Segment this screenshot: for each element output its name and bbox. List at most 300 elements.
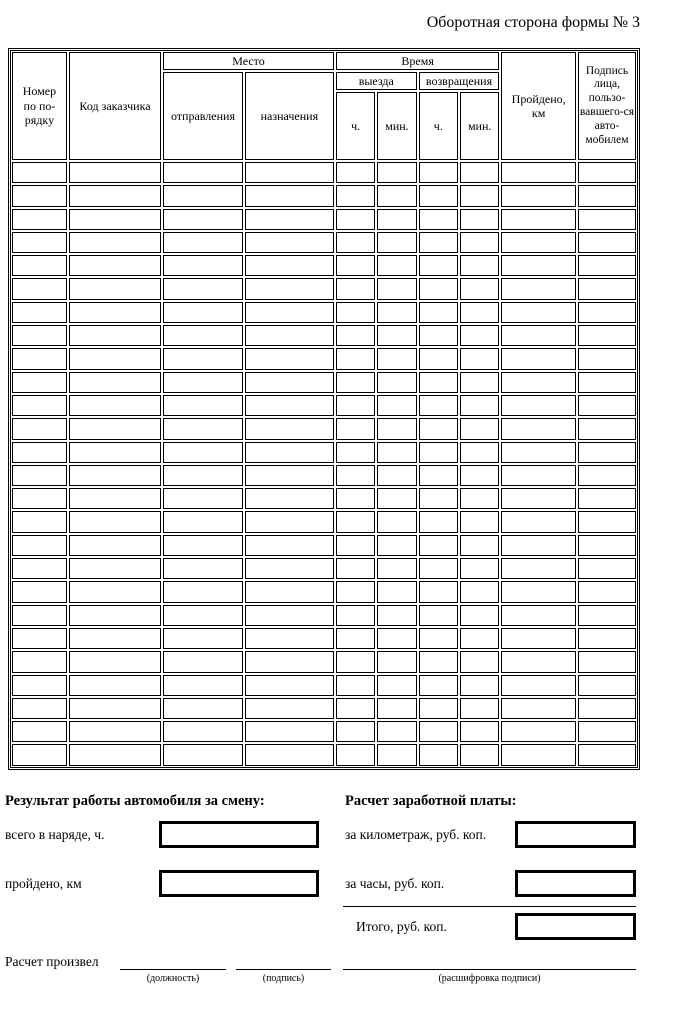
table-row: [12, 698, 636, 719]
table-cell[interactable]: [163, 418, 243, 439]
table-cell[interactable]: [245, 302, 334, 323]
table-cell[interactable]: [163, 395, 243, 416]
table-cell[interactable]: [69, 278, 161, 299]
table-cell[interactable]: [69, 418, 161, 439]
table-cell[interactable]: [377, 744, 416, 766]
table-cell[interactable]: [336, 395, 375, 416]
header-signature: Подпись лица, пользо-вавшего-ся авто-мобилем: [578, 52, 636, 160]
table-cell[interactable]: [501, 465, 576, 486]
table-cell[interactable]: [377, 651, 416, 672]
table-row: [12, 744, 636, 766]
table-cell[interactable]: [69, 465, 161, 486]
table-cell[interactable]: [419, 605, 458, 626]
table-cell[interactable]: [245, 581, 334, 602]
table-cell[interactable]: [69, 744, 161, 766]
table-cell[interactable]: [336, 465, 375, 486]
table-cell[interactable]: [245, 185, 334, 206]
table-cell[interactable]: [460, 302, 499, 323]
distance-field[interactable]: [159, 870, 319, 897]
table-cell[interactable]: [69, 535, 161, 556]
table-cell[interactable]: [163, 162, 243, 183]
table-cell[interactable]: [460, 255, 499, 276]
table-cell[interactable]: [578, 278, 636, 299]
table-cell[interactable]: [578, 698, 636, 719]
table-cell[interactable]: [501, 325, 576, 346]
table-row: [12, 372, 636, 393]
table-cell[interactable]: [163, 465, 243, 486]
table-cell[interactable]: [501, 209, 576, 230]
table-cell[interactable]: [419, 698, 458, 719]
table-cell[interactable]: [578, 581, 636, 602]
table-cell[interactable]: [578, 511, 636, 532]
table-cell[interactable]: [501, 348, 576, 369]
table-cell[interactable]: [69, 628, 161, 649]
table-cell[interactable]: [12, 418, 67, 439]
table-cell[interactable]: [578, 372, 636, 393]
table-cell[interactable]: [336, 325, 375, 346]
header-departure-place: отправления: [163, 72, 243, 160]
table-cell[interactable]: [501, 372, 576, 393]
table-cell[interactable]: [336, 698, 375, 719]
table-cell[interactable]: [501, 488, 576, 509]
table-cell[interactable]: [336, 418, 375, 439]
table-cell[interactable]: [245, 744, 334, 766]
table-cell[interactable]: [419, 209, 458, 230]
table-cell[interactable]: [377, 348, 416, 369]
table-cell[interactable]: [578, 255, 636, 276]
table-cell[interactable]: [12, 535, 67, 556]
table-cell[interactable]: [336, 162, 375, 183]
table-cell[interactable]: [12, 395, 67, 416]
table-cell[interactable]: [419, 535, 458, 556]
mileage-pay-field[interactable]: [515, 821, 636, 848]
trip-table: [10, 50, 638, 768]
table-row: [12, 255, 636, 276]
table-row: [12, 605, 636, 626]
table-cell[interactable]: [578, 488, 636, 509]
table-cell[interactable]: [377, 372, 416, 393]
table-cell[interactable]: [163, 605, 243, 626]
table-cell[interactable]: [163, 581, 243, 602]
table-cell[interactable]: [12, 651, 67, 672]
table-cell[interactable]: [460, 535, 499, 556]
table-cell[interactable]: [377, 162, 416, 183]
table-cell[interactable]: [163, 302, 243, 323]
table-cell[interactable]: [163, 488, 243, 509]
signature-line[interactable]: [236, 969, 331, 970]
table-cell[interactable]: [578, 325, 636, 346]
table-cell[interactable]: [419, 325, 458, 346]
table-cell[interactable]: [69, 325, 161, 346]
table-cell[interactable]: [419, 442, 458, 463]
position-line[interactable]: [120, 969, 226, 970]
table-cell[interactable]: [578, 651, 636, 672]
table-cell[interactable]: [501, 675, 576, 696]
table-cell[interactable]: [336, 744, 375, 766]
table-cell[interactable]: [12, 255, 67, 276]
table-cell[interactable]: [460, 232, 499, 253]
table-cell[interactable]: [377, 581, 416, 602]
table-row: [12, 721, 636, 742]
table-cell[interactable]: [377, 255, 416, 276]
table-cell[interactable]: [578, 442, 636, 463]
table-cell[interactable]: [69, 511, 161, 532]
table-cell[interactable]: [163, 325, 243, 346]
table-cell[interactable]: [163, 348, 243, 369]
table-cell[interactable]: [245, 232, 334, 253]
table-cell[interactable]: [460, 325, 499, 346]
table-cell[interactable]: [377, 488, 416, 509]
table-cell[interactable]: [69, 675, 161, 696]
hours-pay-field[interactable]: [515, 870, 636, 897]
table-cell[interactable]: [419, 488, 458, 509]
table-cell[interactable]: [460, 442, 499, 463]
position-caption: (должность): [146, 973, 200, 984]
table-cell[interactable]: [578, 395, 636, 416]
table-cell[interactable]: [336, 255, 375, 276]
table-cell[interactable]: [460, 511, 499, 532]
table-cell[interactable]: [377, 535, 416, 556]
table-row: [12, 511, 636, 532]
table-cell[interactable]: [163, 698, 243, 719]
table-cell[interactable]: [419, 581, 458, 602]
table-cell[interactable]: [377, 278, 416, 299]
table-cell[interactable]: [336, 675, 375, 696]
table-cell[interactable]: [501, 535, 576, 556]
table-cell[interactable]: [163, 185, 243, 206]
table-cell[interactable]: [12, 185, 67, 206]
table-cell[interactable]: [501, 744, 576, 766]
table-cell[interactable]: [336, 581, 375, 602]
table-cell[interactable]: [419, 372, 458, 393]
table-cell[interactable]: [578, 721, 636, 742]
table-cell[interactable]: [69, 721, 161, 742]
table-cell[interactable]: [460, 744, 499, 766]
table-cell[interactable]: [419, 628, 458, 649]
table-cell[interactable]: [163, 721, 243, 742]
table-cell[interactable]: [419, 162, 458, 183]
table-cell[interactable]: [163, 744, 243, 766]
table-cell[interactable]: [460, 675, 499, 696]
table-cell[interactable]: [419, 185, 458, 206]
table-row: [12, 418, 636, 439]
table-cell[interactable]: [336, 651, 375, 672]
table-cell[interactable]: [377, 721, 416, 742]
table-cell[interactable]: [69, 558, 161, 579]
table-cell[interactable]: [460, 162, 499, 183]
table-cell[interactable]: [12, 558, 67, 579]
table-cell[interactable]: [69, 255, 161, 276]
table-cell[interactable]: [578, 605, 636, 626]
table-cell[interactable]: [12, 325, 67, 346]
table-cell[interactable]: [245, 372, 334, 393]
table-row: [12, 395, 636, 416]
header-return: возвращения: [419, 72, 500, 90]
table-cell[interactable]: [419, 511, 458, 532]
table-cell[interactable]: [12, 744, 67, 766]
table-cell[interactable]: [578, 628, 636, 649]
table-cell[interactable]: [377, 628, 416, 649]
table-cell[interactable]: [69, 348, 161, 369]
table-cell[interactable]: [460, 348, 499, 369]
table-cell[interactable]: [336, 628, 375, 649]
table-cell[interactable]: [69, 651, 161, 672]
table-row: [12, 209, 636, 230]
table-cell[interactable]: [12, 162, 67, 183]
table-cell[interactable]: [501, 721, 576, 742]
table-cell[interactable]: [419, 255, 458, 276]
table-cell[interactable]: [377, 558, 416, 579]
table-cell[interactable]: [578, 744, 636, 766]
table-cell[interactable]: [245, 605, 334, 626]
table-cell[interactable]: [245, 535, 334, 556]
table-cell[interactable]: [377, 465, 416, 486]
table-cell[interactable]: [419, 651, 458, 672]
decoding-line[interactable]: [343, 969, 636, 970]
table-cell[interactable]: [501, 442, 576, 463]
table-cell[interactable]: [578, 302, 636, 323]
table-cell[interactable]: [419, 465, 458, 486]
table-cell[interactable]: [377, 675, 416, 696]
table-cell[interactable]: [12, 465, 67, 486]
table-cell[interactable]: [336, 302, 375, 323]
table-cell[interactable]: [245, 325, 334, 346]
header-time: Время: [336, 52, 499, 70]
table-cell[interactable]: [460, 395, 499, 416]
table-row: [12, 302, 636, 323]
table-cell[interactable]: [69, 605, 161, 626]
table-cell[interactable]: [578, 209, 636, 230]
header-return-minutes: мин.: [460, 92, 499, 160]
table-cell[interactable]: [245, 278, 334, 299]
table-cell[interactable]: [69, 209, 161, 230]
total-pay-field[interactable]: [515, 913, 636, 940]
table-row: [12, 442, 636, 463]
table-cell[interactable]: [336, 535, 375, 556]
header-exit-hours: ч.: [336, 92, 375, 160]
table-cell[interactable]: [501, 558, 576, 579]
table-cell[interactable]: [12, 488, 67, 509]
table-cell[interactable]: [336, 185, 375, 206]
table-cell[interactable]: [460, 418, 499, 439]
table-cell[interactable]: [163, 511, 243, 532]
table-cell[interactable]: [377, 605, 416, 626]
table-cell[interactable]: [578, 185, 636, 206]
table-cell[interactable]: [245, 348, 334, 369]
table-cell[interactable]: [245, 465, 334, 486]
table-cell[interactable]: [245, 162, 334, 183]
table-cell[interactable]: [336, 488, 375, 509]
table-cell[interactable]: [501, 278, 576, 299]
table-cell[interactable]: [578, 558, 636, 579]
table-cell[interactable]: [501, 698, 576, 719]
results-heading: Результат работы автомобиля за смену:: [5, 793, 265, 809]
table-cell[interactable]: [501, 418, 576, 439]
table-cell[interactable]: [419, 418, 458, 439]
table-cell[interactable]: [501, 581, 576, 602]
table-cell[interactable]: [336, 372, 375, 393]
table-cell[interactable]: [12, 698, 67, 719]
table-cell[interactable]: [377, 442, 416, 463]
table-cell[interactable]: [336, 511, 375, 532]
table-cell[interactable]: [12, 209, 67, 230]
table-cell[interactable]: [245, 675, 334, 696]
table-cell[interactable]: [501, 605, 576, 626]
table-cell[interactable]: [245, 395, 334, 416]
table-cell[interactable]: [419, 558, 458, 579]
table-cell[interactable]: [377, 698, 416, 719]
table-cell[interactable]: [578, 465, 636, 486]
hours-pay-label: за часы, руб. коп.: [345, 876, 445, 891]
table-cell[interactable]: [336, 232, 375, 253]
table-row: [12, 232, 636, 253]
table-cell[interactable]: [69, 442, 161, 463]
table-cell[interactable]: [163, 209, 243, 230]
table-cell[interactable]: [69, 302, 161, 323]
table-cell[interactable]: [501, 395, 576, 416]
table-cell[interactable]: [377, 302, 416, 323]
table-cell[interactable]: [377, 395, 416, 416]
table-row: [12, 348, 636, 369]
table-cell[interactable]: [501, 628, 576, 649]
table-cell[interactable]: [12, 581, 67, 602]
table-cell[interactable]: [460, 558, 499, 579]
table-cell[interactable]: [419, 675, 458, 696]
table-cell[interactable]: [245, 488, 334, 509]
table-cell[interactable]: [69, 698, 161, 719]
table-cell[interactable]: [163, 651, 243, 672]
table-cell[interactable]: [336, 605, 375, 626]
table-cell[interactable]: [419, 278, 458, 299]
table-cell[interactable]: [12, 442, 67, 463]
table-cell[interactable]: [245, 442, 334, 463]
header-customer-code: Код заказчика: [69, 52, 161, 160]
table-cell[interactable]: [460, 651, 499, 672]
table-cell[interactable]: [163, 255, 243, 276]
table-cell[interactable]: [419, 744, 458, 766]
table-cell[interactable]: [12, 278, 67, 299]
table-cell[interactable]: [69, 162, 161, 183]
table-cell[interactable]: [460, 209, 499, 230]
table-cell[interactable]: [460, 278, 499, 299]
table-cell[interactable]: [245, 558, 334, 579]
table-cell[interactable]: [163, 372, 243, 393]
table-cell[interactable]: [336, 442, 375, 463]
table-cell[interactable]: [501, 162, 576, 183]
table-cell[interactable]: [419, 232, 458, 253]
table-cell[interactable]: [12, 348, 67, 369]
table-cell[interactable]: [419, 302, 458, 323]
table-cell[interactable]: [460, 721, 499, 742]
table-cell[interactable]: [163, 628, 243, 649]
table-cell[interactable]: [578, 535, 636, 556]
table-cell[interactable]: [501, 255, 576, 276]
table-cell[interactable]: [460, 605, 499, 626]
table-cell[interactable]: [578, 348, 636, 369]
table-cell[interactable]: [336, 348, 375, 369]
table-cell[interactable]: [245, 721, 334, 742]
table-cell[interactable]: [460, 488, 499, 509]
table-cell[interactable]: [12, 721, 67, 742]
table-cell[interactable]: [501, 651, 576, 672]
table-cell[interactable]: [163, 535, 243, 556]
table-cell[interactable]: [336, 209, 375, 230]
table-cell[interactable]: [245, 418, 334, 439]
header-distance: Пройдено, км: [501, 52, 576, 160]
table-cell[interactable]: [578, 162, 636, 183]
table-cell[interactable]: [501, 232, 576, 253]
table-cell[interactable]: [69, 395, 161, 416]
table-cell[interactable]: [12, 511, 67, 532]
table-row: [12, 185, 636, 206]
table-cell[interactable]: [419, 348, 458, 369]
table-cell[interactable]: [419, 721, 458, 742]
table-cell[interactable]: [12, 628, 67, 649]
table-cell[interactable]: [377, 185, 416, 206]
table-cell[interactable]: [460, 372, 499, 393]
table-cell[interactable]: [69, 581, 161, 602]
table-cell[interactable]: [460, 581, 499, 602]
total-hours-field[interactable]: [159, 821, 319, 848]
table-cell[interactable]: [377, 418, 416, 439]
table-cell[interactable]: [163, 675, 243, 696]
table-cell[interactable]: [377, 325, 416, 346]
table-cell[interactable]: [245, 511, 334, 532]
table-cell[interactable]: [377, 232, 416, 253]
table-cell[interactable]: [501, 302, 576, 323]
table-cell[interactable]: [69, 372, 161, 393]
table-cell[interactable]: [69, 232, 161, 253]
table-cell[interactable]: [163, 558, 243, 579]
table-cell[interactable]: [245, 209, 334, 230]
decoding-caption: (расшифровка подписи): [438, 973, 541, 984]
table-cell[interactable]: [12, 302, 67, 323]
table-cell[interactable]: [336, 721, 375, 742]
table-cell[interactable]: [578, 675, 636, 696]
table-cell[interactable]: [336, 278, 375, 299]
table-cell[interactable]: [460, 628, 499, 649]
table-cell[interactable]: [245, 628, 334, 649]
table-cell[interactable]: [245, 255, 334, 276]
table-cell[interactable]: [578, 232, 636, 253]
table-cell[interactable]: [460, 698, 499, 719]
table-cell[interactable]: [501, 185, 576, 206]
table-cell[interactable]: [377, 209, 416, 230]
table-cell[interactable]: [419, 395, 458, 416]
table-cell[interactable]: [12, 372, 67, 393]
table-cell[interactable]: [460, 465, 499, 486]
table-row: [12, 581, 636, 602]
table-cell[interactable]: [69, 185, 161, 206]
table-cell[interactable]: [163, 442, 243, 463]
table-cell[interactable]: [460, 185, 499, 206]
table-cell[interactable]: [245, 651, 334, 672]
table-cell[interactable]: [163, 232, 243, 253]
table-cell[interactable]: [501, 511, 576, 532]
total-pay-label: Итого, руб. коп.: [356, 919, 447, 934]
table-cell[interactable]: [336, 558, 375, 579]
distance-label: пройдено, км: [5, 876, 82, 891]
table-row: [12, 465, 636, 486]
table-cell[interactable]: [12, 675, 67, 696]
table-cell[interactable]: [245, 698, 334, 719]
table-cell[interactable]: [12, 605, 67, 626]
table-cell[interactable]: [69, 488, 161, 509]
table-cell[interactable]: [163, 278, 243, 299]
table-cell[interactable]: [578, 418, 636, 439]
table-cell[interactable]: [12, 232, 67, 253]
table-cell[interactable]: [377, 511, 416, 532]
